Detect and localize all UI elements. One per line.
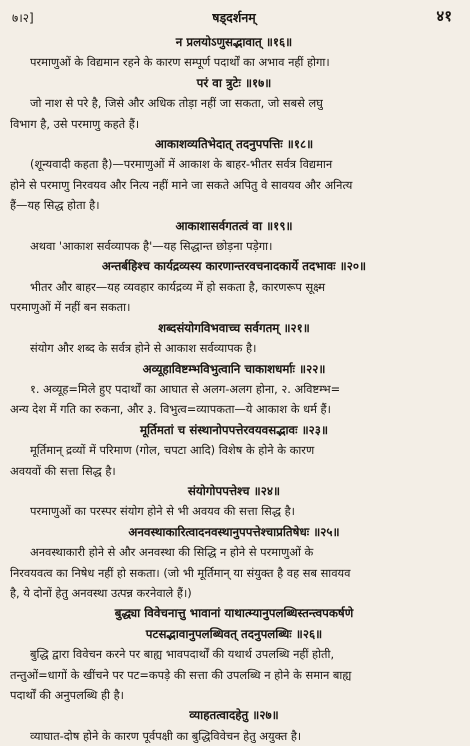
paragraph-line: १. अव्यूह=मिले हुए पदार्थों का आघात से अलग-अलग होना, २. अविष्टम्भ= xyxy=(30,381,341,396)
paragraph-line: परमाणुओं का परस्पर संयोग होने से भी अवयव की सत्ता सिद्ध है। xyxy=(30,504,295,519)
paragraph-line: अनवस्थाकारी होने से और अनवस्था की सिद्धि न होने से परमाणुओं के xyxy=(30,545,314,560)
paragraph-line: मूर्तिमान् द्रव्यों में परिमाण (गोल, चपटा आदि) विशेष के होने के कारण xyxy=(30,443,315,458)
sutra-line: न प्रलयोऽणुसद्भावात् ॥१६॥ xyxy=(175,35,293,49)
sutra-line: आकाशव्यतिभेदात् तदनुपपत्तिः ॥१८॥ xyxy=(154,137,314,152)
continuation-line: होने से परमाणु निरवयव और नित्य नहीं माने जा सकते अपितु वे सावयव और अनित्य xyxy=(10,177,353,192)
page-header xyxy=(10,6,458,32)
paragraph-line: (शून्यवादी कहता है)—परमाणुओं में आकाश के बाहर-भीतर सर्वत्र विद्यमान xyxy=(30,157,333,172)
continuation-line: अन्य देश में गति का रुकना, और ३. विभुत्व=व्यापकता—ये आकाश के धर्म हैं। xyxy=(10,402,331,417)
paragraph-line: व्याघात-दोष होने के कारण पूर्वपक्षी का बुद्धिविवेचन हेतु अयुक्त है। xyxy=(30,728,302,743)
continuation-line: अवयवों की सत्ता सिद्ध है। xyxy=(10,463,116,478)
continuation-line: है, ये दोनों हेतु अनवस्था उत्पन्न करनेवाले हैं।) xyxy=(10,585,192,600)
sutra-line: अव्यूहाविष्टम्भविभुत्वानि चाकाशधर्माः ॥२२॥ xyxy=(142,361,326,376)
page-number: ४१ xyxy=(436,7,452,25)
sutra-line: अनवस्थाकारित्वादनवस्थानुपपत्तेश्चाप्रतिषेधः ॥२५॥ xyxy=(128,524,340,539)
continuation-line: विभाग है, उसे परमाणु कहते हैं। xyxy=(10,116,140,131)
sutra-line: शब्दसंयोगविभवाच्च सर्वगतम् ॥२१॥ xyxy=(158,320,310,335)
paragraph-line: बुद्धि द्वारा विवेचन करने पर बाह्य भावपदार्थों की यथार्थ उपलब्धि नहीं होती, xyxy=(30,647,335,662)
paragraph-line: भीतर और बाहर—यह व्यवहार कार्यद्रव्य में हो सकता है, कारणरूप सूक्ष्म xyxy=(30,279,326,294)
continuation-line: निरवयवत्व का निषेध नहीं हो सकता। (जो भी मूर्तिमान् या संयुक्त है वह सब सावयव xyxy=(10,565,351,580)
paragraph-line: अथवा 'आकाश सर्वव्यापक है'—यह सिद्धान्त छोड़ना पड़ेगा। xyxy=(30,239,273,254)
continuation-line: पदार्थों की अनुपलब्धि ही है। xyxy=(10,688,124,702)
sutra-line: बुद्ध्या विवेचनात्तु भावानां याथात्म्यानुपलब्धिस्तन्त्वपकर्षणे xyxy=(114,606,354,621)
paragraph-line: जो नाश से परे है, जिसे और अधिक तोड़ा नहीं जा सकता, जो सबसे लघु xyxy=(30,96,323,111)
page-body xyxy=(10,32,458,746)
sutra-line: अन्तर्बहिश्च कार्यद्रव्यस्य कारणान्तरवचनादकार्ये तदभावः ॥२०॥ xyxy=(101,259,367,274)
page-reference: ७।२] xyxy=(12,11,34,25)
sutra-line: पटसद्भावानुपलब्धिवत् तदनुपलब्धिः ॥२६॥ xyxy=(145,626,323,641)
sutra-line: परं वा त्रुटेः ॥१७॥ xyxy=(196,75,272,90)
running-title: षड्दर्शनम् xyxy=(212,10,256,25)
continuation-line: तन्तुओं=धागों के खींचने पर पट=कपड़े की सत्ता की उपलब्धि न होने के समान बाह्य xyxy=(10,667,352,682)
paragraph-line: संयोग और शब्द के सर्वत्र होने से आकाश सर्वव्यापक है। xyxy=(30,341,257,356)
paragraph-line: परमाणुओं के विद्यमान रहने के कारण सम्पूर्ण पदार्थों का अभाव नहीं होगा। xyxy=(30,55,330,70)
continuation-line: हैं—यह सिद्ध होता है। xyxy=(10,198,100,213)
sutra-line: संयोगोपपत्तेश्च ॥२४॥ xyxy=(187,483,281,498)
sutra-line: मूर्तिमतां च संस्थानोपपत्तेरवयवसद्भावः ॥२३॥ xyxy=(139,422,329,437)
sutra-line: आकाशासर्वगतत्वं वा ॥१९॥ xyxy=(175,218,293,233)
sutra-line: व्याहतत्वादहेतु ॥२७॥ xyxy=(189,708,279,723)
continuation-line: परमाणुओं में नहीं बन सकता। xyxy=(10,300,131,315)
